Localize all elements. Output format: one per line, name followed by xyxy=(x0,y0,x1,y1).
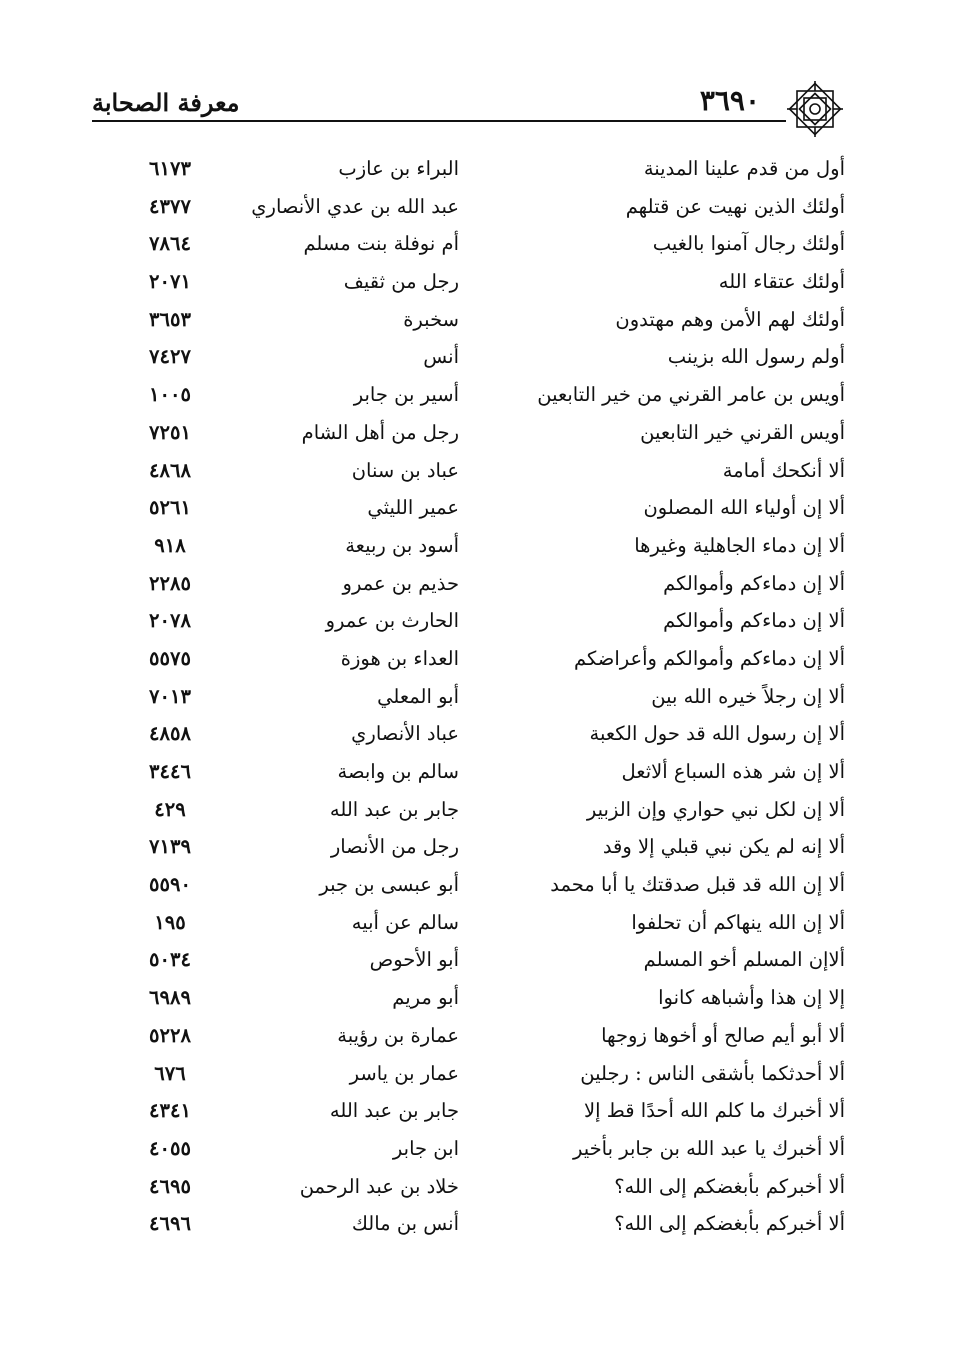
hadith-text: ألا أنكحك أمامة xyxy=(722,458,845,482)
header-rule xyxy=(92,120,786,122)
reference-number: ٣٤٤٦ xyxy=(149,760,191,783)
narrator-name: رجل من الأنصار xyxy=(330,835,459,859)
hadith-text: ألا إن رسول الله قد حول الكعبة xyxy=(589,722,845,746)
reference-number: ٤٨٥٨ xyxy=(149,722,191,746)
hadith-text: ألا أحدثكما بأشقى الناس : رجلين xyxy=(580,1061,845,1085)
reference-number: ٤٠٥٥ xyxy=(149,1136,191,1160)
table-row xyxy=(100,753,845,791)
narrator-name: عمار بن ياسر xyxy=(349,1061,459,1085)
table-row xyxy=(100,828,845,866)
narrator-name: أنس بن مالك xyxy=(351,1212,459,1236)
table-row xyxy=(100,678,845,716)
hadith-text: ألا إن لكل نبي حواري وإن الزبير xyxy=(586,797,845,821)
hadith-text: ألا أخبركم بأبغضكم إلى الله؟ xyxy=(614,1174,845,1198)
reference-number: ٤٢٩ xyxy=(154,797,186,821)
hadith-text: ألا إن دماء الجاهلية وغيرها xyxy=(634,533,845,557)
table-row xyxy=(100,791,845,829)
hadith-text: ألا أخبرك يا عبد الله بن جابر بأخير xyxy=(572,1136,845,1160)
reference-number: ٧٠١٣ xyxy=(149,684,191,708)
reference-number: ٦٧٦ xyxy=(154,1061,186,1085)
narrator-name: أسود بن ربيعة xyxy=(345,533,459,557)
table-row xyxy=(100,602,845,640)
geometric-star-ornament-icon xyxy=(784,78,846,140)
reference-number: ٤٣٤١ xyxy=(149,1099,191,1123)
narrator-name: سالم بن وابصة xyxy=(337,760,459,783)
hadith-text: أويس القرني خير التابعين xyxy=(640,420,845,444)
narrator-name: أبو الأحوص xyxy=(369,948,459,972)
table-row xyxy=(100,301,845,339)
narrator-name: البراء بن عازب xyxy=(338,157,459,180)
hadith-text: ألا إن الله ينهاكم أن تحلفوا xyxy=(631,910,845,934)
reference-number: ٧٢٥١ xyxy=(149,420,191,444)
hadith-text: ألاإن المسلم أخو المسلم xyxy=(643,948,845,972)
table-row xyxy=(100,1205,845,1243)
table-row xyxy=(100,263,845,301)
narrator-name: عباد الأنصاري xyxy=(351,722,459,746)
reference-number: ٧٨٦٤ xyxy=(149,232,191,256)
table-row xyxy=(100,414,845,452)
table-row xyxy=(100,188,845,226)
narrator-name: أم نوفلة بنت مسلم xyxy=(303,232,459,256)
narrator-name: الحارث بن عمرو xyxy=(325,609,459,633)
reference-number: ٥٠٣٤ xyxy=(149,948,191,972)
table-row xyxy=(100,640,845,678)
hadith-text: أول من قدم علينا المدينة xyxy=(643,157,845,180)
table-row xyxy=(100,452,845,490)
narrator-name: جابر بن عبد الله xyxy=(329,797,459,821)
narrator-name: العداء بن هوزة xyxy=(340,646,459,670)
table-row xyxy=(100,150,845,188)
narrator-name: أبو عبسى بن جبر xyxy=(319,873,459,897)
table-row xyxy=(100,1130,845,1168)
table-row xyxy=(100,979,845,1017)
hadith-text: أولئك لهم الأمن وهم مهتدون xyxy=(615,307,845,331)
reference-number: ٤٦٩٦ xyxy=(149,1212,191,1236)
table-row xyxy=(100,904,845,942)
hadith-text: ألا أبو أيم صالح أو أخوها زوجها xyxy=(601,1023,845,1047)
table-row xyxy=(100,941,845,979)
narrator-name: عمارة بن رؤيبة xyxy=(337,1023,459,1047)
narrator-name: أنس xyxy=(423,345,459,369)
table-row xyxy=(100,565,845,603)
hadith-text: أولئك رجال آمنوا بالغيب xyxy=(652,232,845,256)
hadith-text: إلا إن هذا وأشباهه كانوا xyxy=(658,986,845,1010)
table-row xyxy=(100,489,845,527)
table-row xyxy=(100,1168,845,1206)
narrator-name: عباد بن سنان xyxy=(351,458,459,482)
reference-number: ٦١٧٣ xyxy=(149,157,191,180)
reference-number: ٢٠٧٨ xyxy=(149,609,191,633)
hadith-text: أويس بن عامر القرني من خير التابعين xyxy=(537,383,845,407)
table-row xyxy=(100,338,845,376)
page-number: ٣٦٩٠ xyxy=(699,84,760,117)
narrator-name: سالم عن أبيه xyxy=(351,910,459,934)
reference-number: ١٠٠٥ xyxy=(149,383,191,407)
reference-number: ١٩٥ xyxy=(154,910,186,934)
narrator-name: عبد الله بن عدي الأنصاري xyxy=(251,194,459,218)
reference-number: ٢٢٨٥ xyxy=(149,571,191,595)
narrator-name: رجل من أهل الشام xyxy=(301,420,459,444)
reference-number: ٥٢٦١ xyxy=(149,496,191,520)
narrator-name: ابن جابر xyxy=(392,1136,459,1160)
narrator-name: رجل من ثقيف xyxy=(343,270,459,294)
hadith-text: أولم رسول الله بزينب xyxy=(667,345,845,369)
table-row xyxy=(100,376,845,414)
reference-number: ٥٢٢٨ xyxy=(149,1023,191,1047)
reference-number: ٣٦٥٣ xyxy=(149,307,191,331)
narrator-name: أبو مريم xyxy=(392,986,459,1010)
reference-number: ٧٤٢٧ xyxy=(149,345,191,369)
narrator-name: خلاد بن عبد الرحمن xyxy=(299,1174,459,1198)
reference-number: ٥٥٩٠ xyxy=(149,873,191,897)
hadith-text: ألا أخبرك ما كلم الله أحدًا قط إلا xyxy=(584,1099,845,1123)
table-row xyxy=(100,225,845,263)
book-title: معرفة الصحابة xyxy=(92,88,240,117)
reference-number: ٦٩٨٩ xyxy=(149,986,191,1010)
reference-number: ٤٨٦٨ xyxy=(149,458,191,482)
hadith-text: ألا إن دماءكم وأموالكم xyxy=(663,609,845,633)
table-row xyxy=(100,866,845,904)
table-row xyxy=(100,715,845,753)
hadith-text: ألا إن الله قد قبل صدقتك يا أبا محمد xyxy=(550,873,845,897)
hadith-text: ألا إن دماءكم وأموالكم وأعراضكم xyxy=(574,646,845,670)
narrator-name: جابر بن عبد الله xyxy=(329,1099,459,1123)
table-row xyxy=(100,1092,845,1130)
hadith-text: ألا إن دماءكم وأموالكم xyxy=(663,571,845,595)
narrator-name: حذيم بن عمرو xyxy=(342,571,459,595)
reference-number: ٢٠٧١ xyxy=(149,270,191,294)
reference-number: ٤٦٩٥ xyxy=(149,1174,191,1198)
hadith-text: أولئك عتقاء الله xyxy=(718,270,845,294)
reference-number: ٧١٣٩ xyxy=(149,835,191,859)
index-table xyxy=(100,150,845,1243)
hadith-text: ألا إن رجلاً خيره الله بين xyxy=(651,684,845,708)
page-header xyxy=(92,78,846,148)
narrator-name: سخبرة xyxy=(403,307,459,331)
reference-number: ٤٣٧٧ xyxy=(149,194,191,218)
hadith-text: ألا إن شر هذه السباع ألاثعل xyxy=(621,760,845,783)
table-row xyxy=(100,1055,845,1093)
reference-number: ٩١٨ xyxy=(154,533,186,557)
hadith-text: ألا إن أولياء الله المصلون xyxy=(643,496,845,520)
table-row xyxy=(100,1017,845,1055)
reference-number: ٥٥٧٥ xyxy=(149,646,191,670)
hadith-text: ألا إنه لم يكن نبي قبلي إلا وقد xyxy=(602,835,845,859)
narrator-name: أسير بن جابر xyxy=(353,383,459,407)
hadith-text: أولئك الذين نهيت عن قتلهم xyxy=(625,194,845,218)
narrator-name: أبو المعلي xyxy=(377,684,459,708)
table-row xyxy=(100,527,845,565)
hadith-text: ألا أخبركم بأبغضكم إلى الله؟ xyxy=(614,1212,845,1236)
narrator-name: عمير الليثي xyxy=(367,496,459,520)
